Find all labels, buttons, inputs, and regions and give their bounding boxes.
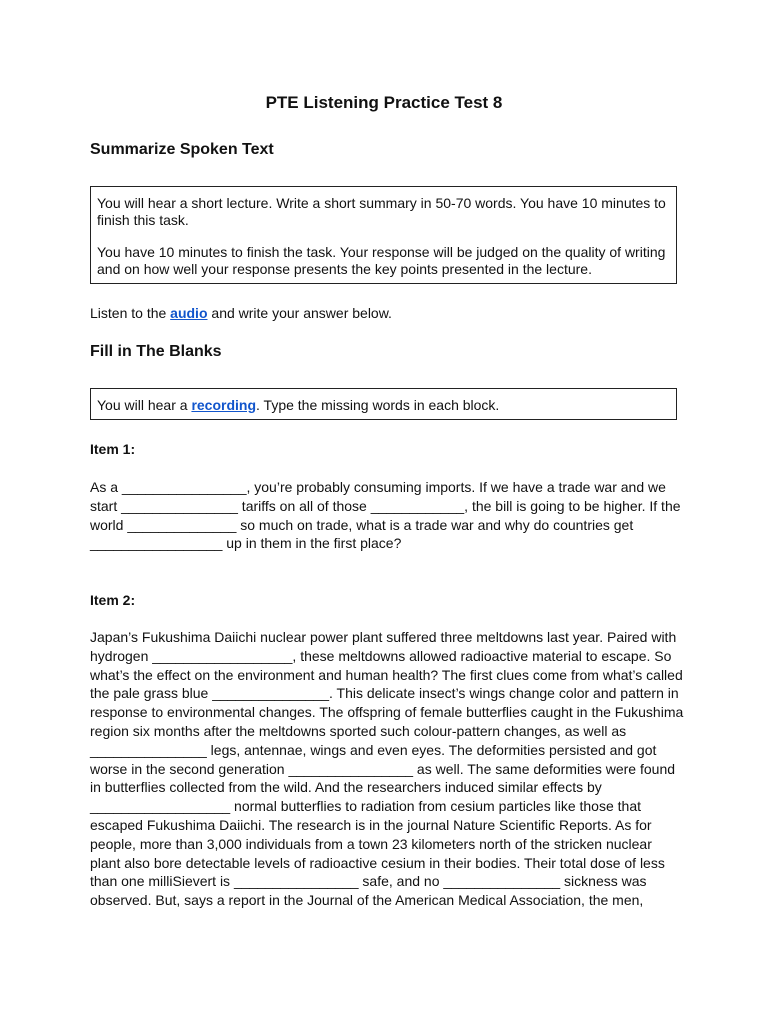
- passage-line: hydrogen __________________, these meltdowns allowed radioactive material to escape. So: [90, 647, 672, 664]
- section-heading-summarize: Summarize Spoken Text: [90, 141, 274, 158]
- passage-line: Japan’s Fukushima Daiichi nuclear power plant suffered three meltdowns last year. Paired with: [90, 629, 677, 645]
- recording-link[interactable]: recording: [191, 397, 257, 413]
- passage-line: _________________ up in them in the first place?: [90, 535, 402, 552]
- listen-instruction: [90, 304, 392, 322]
- passage-line: __________________ normal butterflies to radiation from cesium particles like those that: [90, 798, 641, 815]
- passage-line: than one milliSievert is ________________ safe, and no _______________ sickness was: [90, 873, 647, 890]
- text: You will hear a: [97, 397, 192, 413]
- instruction-text: finish this task.: [97, 212, 189, 228]
- item-2-label: Item 2:: [90, 592, 136, 608]
- passage-line: start _______________ tariffs on all of those ____________, the bill is going to be higher. If the: [90, 497, 681, 514]
- text: . Type the missing words in each block.: [256, 397, 500, 413]
- passage-line: in butterflies collected from the wild. And the researchers induced similar effects by: [90, 779, 602, 796]
- passage-line: observed. But, says a report in the Journal of the American Medical Association, the men,: [90, 892, 644, 909]
- passage-line: what’s the effect on the environment and human health? The first clues come from what’s called: [90, 666, 683, 683]
- instruction-text: You have 10 minutes to finish the task. Your response will be judged on the quality of writing: [97, 244, 666, 260]
- passage-line: escaped Fukushima Daiichi. The research is in the journal Nature Scientific Reports. As for: [90, 817, 652, 833]
- passage-line: people, more than 3,000 individuals from a town 23 kilometers north of the stricken nuclear: [90, 835, 652, 852]
- passage-line: worse in the second generation ________________ as well. The same deformities were found: [90, 760, 676, 777]
- passage-line: As a ________________, you’re probably consuming imports. If we have a trade war and we: [90, 479, 666, 495]
- instruction-box-summarize: [90, 186, 677, 284]
- passage-line: _______________ legs, antennae, wings and even eyes. The deformities persisted and got: [90, 741, 657, 758]
- audio-link[interactable]: audio: [170, 305, 208, 321]
- passage-line: world ______________ so much on trade, what is a trade war and why do countries get: [90, 516, 634, 533]
- instruction-text: You will hear a short lecture. Write a short summary in 50-70 words. You have 10 minutes to: [97, 195, 666, 211]
- passage-line: response to environmental changes. The offspring of female butterflies caught in the Fukushima: [90, 704, 684, 721]
- item-1-label: Item 1:: [90, 441, 136, 457]
- instruction-text: and on how well your response presents the key points presented in the lecture.: [97, 261, 592, 277]
- instruction-box-fill-blanks: [90, 388, 677, 420]
- instruction-text: [97, 397, 499, 413]
- passage-line: plant also bore detectable levels of radioactive cesium in their bodies. Their total dose of less: [90, 854, 665, 871]
- passage-line: the pale grass blue _______________. This delicate insect’s wings change color and pattern in: [90, 685, 679, 702]
- page-title: PTE Listening Practice Test 8: [265, 93, 503, 112]
- passage-line: region six months after the meltdowns sported such colour-pattern changes, as well as: [90, 723, 627, 739]
- text: and write your answer below.: [207, 305, 392, 321]
- text: Listen to the: [90, 305, 171, 321]
- section-heading-fill-blanks: Fill in The Blanks: [90, 343, 222, 360]
